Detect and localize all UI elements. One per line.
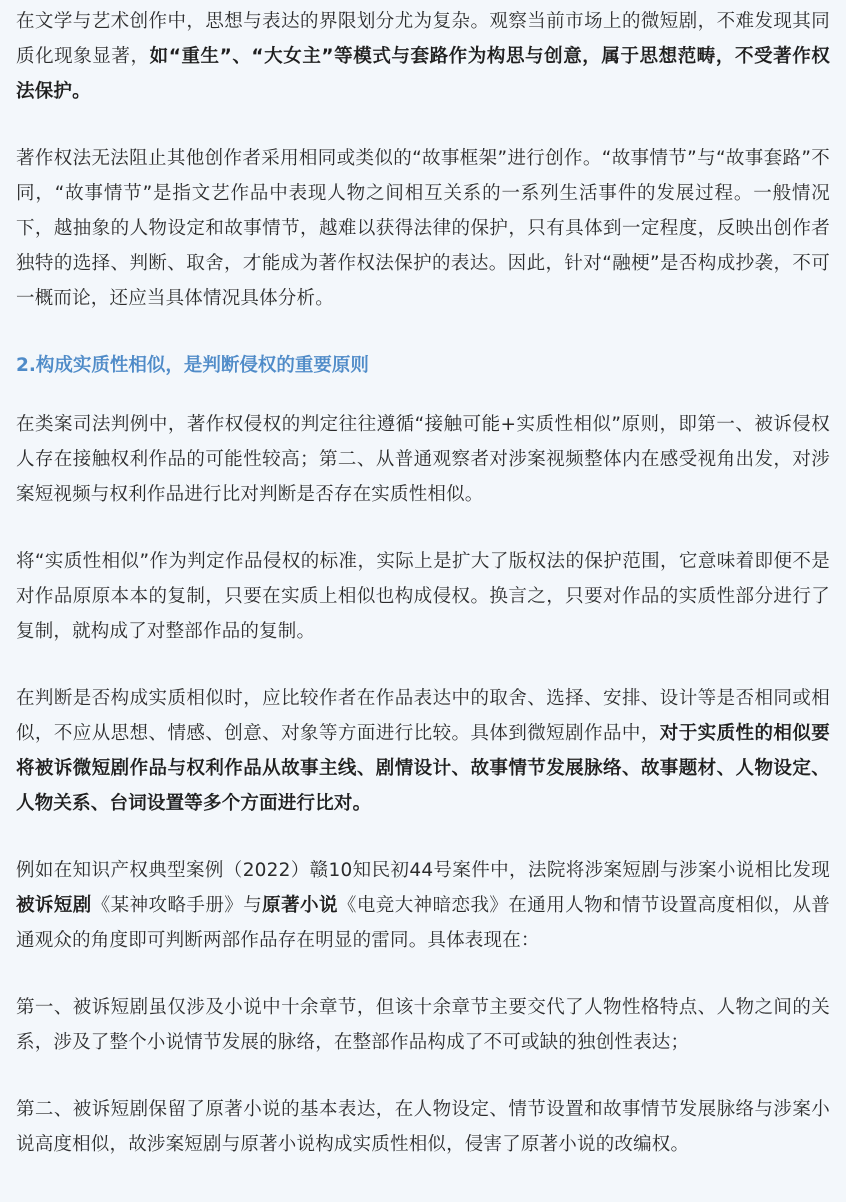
paragraph-spacer bbox=[16, 109, 830, 141]
paragraph-text: 在类案司法判例中，著作权侵权的判定往往遵循“接触可能+实质性相似”原则，即第一、被诉侵权人存在接触权利作品的可能性较高；第二、从普通观察者对涉案视频整体内在感受视角出发，对涉案短视频与权利作品进行比对判断是否存在实质性相似。 bbox=[16, 414, 830, 505]
paragraph-bold-text: 如“重生”、“大女主”等模式与套路作为构思与创意，属于思想范畴，不受著作权法保护。 bbox=[16, 46, 831, 102]
paragraph-case-example bbox=[16, 853, 830, 958]
paragraph-story-framework bbox=[16, 141, 830, 316]
paragraph-text: 例如在知识产权典型案例（2022）赣10知民初44号案件中，法院将涉案短剧与涉案小说相比发现 bbox=[16, 860, 830, 881]
paragraph-text: 第二、被诉短剧保留了原著小说的基本表达，在人物设定、情节设置和故事情节发展脉络与涉案小说高度相似，故涉案短剧与原著小说构成实质性相似，侵害了原著小说的改编权。 bbox=[16, 1099, 830, 1155]
paragraph-spacer bbox=[16, 383, 830, 407]
paragraph-bold-text: 对于实质性的相似要将被诉微短剧作品与权利作品从故事主线、剧情设计、故事情节发展脉络、故事题材、人物设定、人物关系、台词设置等多个方面进行比对。 bbox=[16, 723, 830, 814]
paragraph-bold-text: 被诉短剧 bbox=[16, 895, 92, 916]
paragraph-text: 《电竞大神暗恋我》在通用人物和情节设置高度相似，从普通观众的角度即可判断两部作品存在明显的雷同。具体表现在： bbox=[16, 895, 830, 951]
paragraph-substantial-similarity bbox=[16, 544, 830, 649]
paragraph-spacer bbox=[16, 821, 830, 853]
paragraph-intro bbox=[16, 4, 830, 109]
paragraph-text: 在文学与艺术创作中，思想与表达的界限划分尤为复杂。观察当前市场上的微短剧，不难发现其同质化现象显著， bbox=[16, 11, 830, 67]
paragraph-text: 将“实质性相似”作为判定作品侵权的标准，实际上是扩大了版权法的保护范围，它意味着即便不是对作品原原本本的复制，只要在实质上相似也构成侵权。换言之，只要对作品的实质性部分进行了复制，就构成了对整部作品的复制。 bbox=[16, 551, 830, 642]
section-heading: 2.构成实质性相似，是判断侵权的重要原则 bbox=[16, 355, 369, 376]
paragraph-judicial-practice bbox=[16, 407, 830, 512]
paragraph-spacer bbox=[16, 958, 830, 990]
paragraph-spacer bbox=[16, 1060, 830, 1092]
paragraph-text: 《某神攻略手册》与 bbox=[91, 895, 263, 916]
paragraph-spacer bbox=[16, 649, 830, 681]
paragraph-comparison-method bbox=[16, 681, 830, 821]
paragraph-bold-text: 原著小说 bbox=[262, 895, 338, 916]
paragraph-point-two bbox=[16, 1092, 830, 1162]
paragraph-text: 在判断是否构成实质相似时，应比较作者在作品表达中的取舍、选择、安排、设计等是否相同或相似，不应从思想、情感、创意、对象等方面进行比较。具体到微短剧作品中， bbox=[16, 688, 830, 744]
paragraph-point-one bbox=[16, 990, 830, 1060]
paragraph-text: 第一、被诉短剧虽仅涉及小说中十余章节，但该十余章节主要交代了人物性格特点、人物之间的关系，涉及了整个小说情节发展的脉络，在整部作品构成了不可或缺的独创性表达； bbox=[16, 997, 830, 1053]
paragraph-text: 著作权法无法阻止其他创作者采用相同或类似的“故事框架”进行创作。“故事情节”与“故事套路”不同，“故事情节”是指文艺作品中表现人物之间相互关系的一系列生活事件的发展过程。一般情况下，越抽象的人物设定和故事情节，越难以获得法律的保护，只有具体到一定程度，反映出创作者独特的选择、判断、取舍，才能成为著作权法保护的表达。因此，针对“融梗”是否构成抄袭，不可一概而论，还应当具体情况具体分析。 bbox=[16, 148, 830, 309]
paragraph-spacer bbox=[16, 512, 830, 544]
paragraph-spacer bbox=[16, 316, 830, 348]
